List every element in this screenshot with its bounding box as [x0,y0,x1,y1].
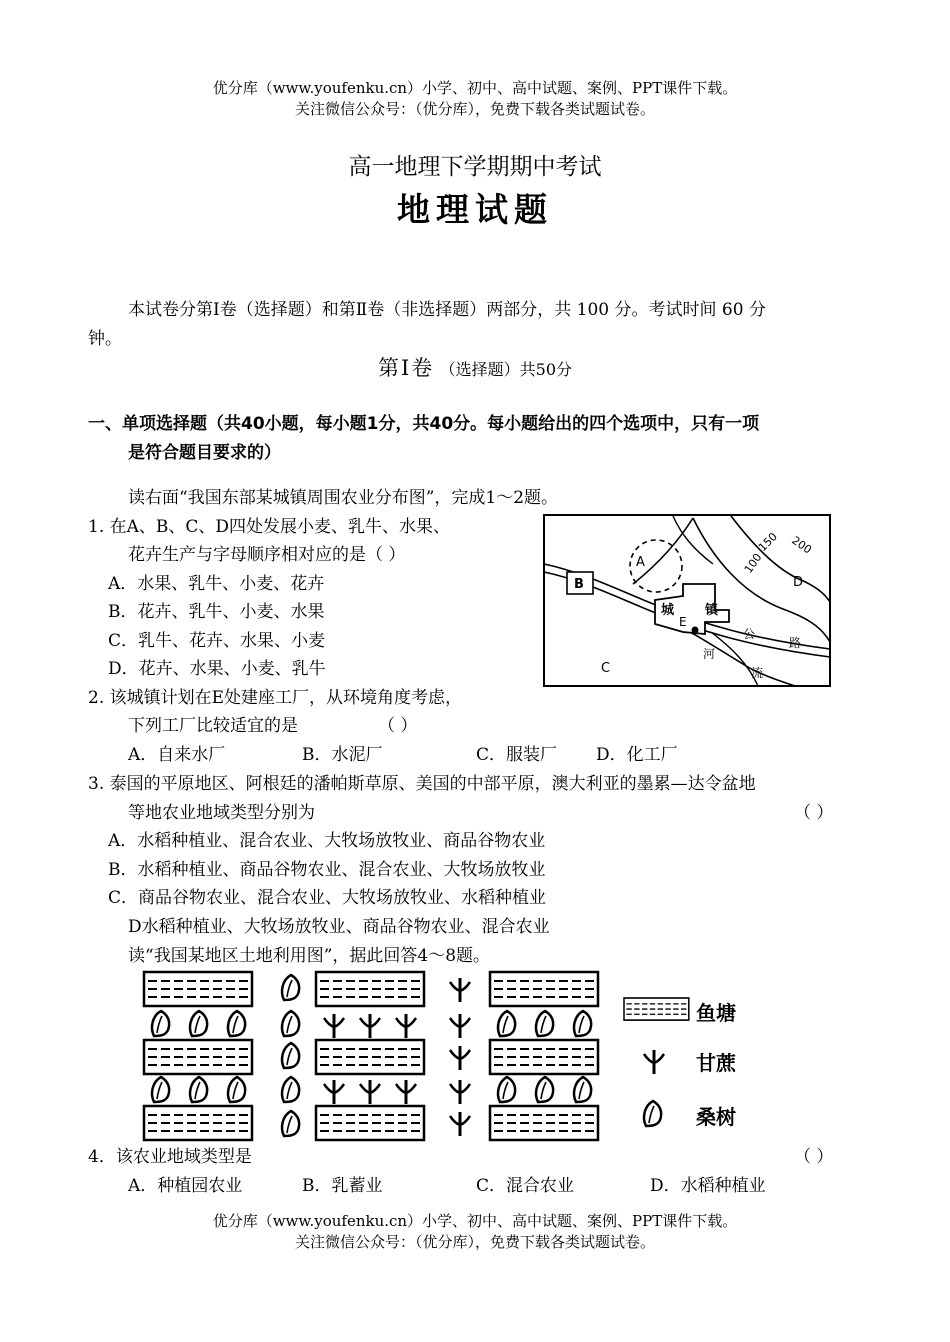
q1-option-c: C．乳牛、花卉、水果、小麦 [108,631,326,651]
sugarcane-2 [360,1014,380,1038]
legend-fishpond-label: 鱼塘 [696,1001,736,1025]
q2-option-a: A．自来水厂 [128,745,226,765]
mulberry-15 [498,1077,515,1102]
header-line-2: 关注微信公众号：（优分库），免费下载各类试题试卷。 [294,100,655,118]
map-river-char-1: 河 [703,647,716,661]
q3-option-c: C．商品谷物农业、混合农业、大牧场放牧业、水稻种植业 [108,888,547,908]
legend-sugarcane-icon [644,1050,664,1074]
fishpond-3-2 [316,1106,424,1140]
fishpond-3-1 [144,1106,252,1140]
q1-option-a: A．水果、乳牛、小麦、花卉 [108,574,325,594]
mulberry-10 [282,1077,299,1102]
mulberry-17 [574,1077,591,1102]
sugarcane-10 [450,1080,470,1104]
map-river-char-2: 流 [751,666,764,680]
header-line-1: 优分库（www.youfenku.cn）小学、初中、高中试题、案例、PPT课件下载。 [212,79,738,97]
q1-stem-2: 花卉生产与字母顺序相对应的是（ ） [128,545,406,565]
sugarcane-4 [324,1080,344,1104]
map-road-char-1: 公 [743,627,756,641]
mulberry-5 [190,1077,207,1102]
q3-option-d: D水稻种植业、大牧场放牧业、商品谷物农业、混合农业 [128,917,550,937]
q3-option-a: A．水稻种植业、混合农业、大牧场放牧业、商品谷物农业 [108,831,546,851]
intro-line-2: 钟。 [88,329,122,349]
q2-answer-paren: （ ） [378,716,418,736]
q2-option-c: C．服装厂 [476,745,558,765]
mulberry-3 [228,1011,245,1036]
map-label-e: E [679,615,687,629]
intro-line-1: 本试卷分第Ⅰ卷（选择题）和第Ⅱ卷（非选择题）两部分，共 100 分。考试时间 60 分 [128,300,766,320]
q2-option-b: B．水泥厂 [302,745,383,765]
mulberry-9 [282,1043,299,1068]
q4-option-b: B．乳蓄业 [302,1176,383,1196]
map-label-c: C [601,661,611,676]
mulberry-8 [282,1011,299,1036]
map-road-char-2: 路 [789,636,802,650]
q4-answer-paren: （ ） [794,1147,834,1167]
q3-stem-1: 3. 泰国的平原地区、阿根廷的潘帕斯草原、美国的中部平原，澳大利亚的墨累—达令盆地 [88,774,756,794]
map-label-d: D [793,575,804,590]
q2-option-d: D．化工厂 [596,745,678,765]
sugarcane-6 [396,1080,416,1104]
mulberry-13 [536,1011,553,1036]
exam-title: 地理试题 [397,190,553,229]
town-agriculture-map [543,514,831,687]
legend-mulberry-label: 桑树 [696,1105,736,1129]
fishpond-2-1 [144,1040,252,1074]
mulberry-14 [574,1011,591,1036]
mulberry-12 [498,1011,515,1036]
q1-option-d: D．花卉、水果、小麦、乳牛 [108,659,326,679]
section1-line-2: 是符合题目要求的） [128,443,281,463]
mulberry-11 [282,1111,299,1136]
mulberry-1 [152,1011,169,1036]
q4-stem: 4．该农业地域类型是 [88,1147,252,1167]
q2-stem-2: 下列工厂比较适宜的是 [128,716,298,736]
sugarcane-7 [450,978,470,1002]
read-prompt-1: 读右面“我国东部某城镇周围农业分布图”，完成1～2题。 [128,488,559,508]
footer-line-2: 关注微信公众号：（优分库），免费下载各类试题试卷。 [294,1233,655,1251]
sugarcane-11 [450,1112,470,1136]
mulberry-2 [190,1011,207,1036]
map-contour-150: 150 [755,530,780,555]
q4-option-d: D．水稻种植业 [650,1176,766,1196]
part1-title: 第Ⅰ卷 [377,356,435,380]
map-label-a: A [636,555,645,570]
map-town-char-2: 镇 [705,603,719,618]
mulberry-16 [536,1077,553,1102]
mulberry-7 [282,975,299,1000]
fishpond-3-3 [490,1106,598,1140]
q3-answer-paren: （ ） [794,803,834,823]
fishpond-1-3 [490,972,598,1006]
q2-stem-1: 2. 该城镇计划在E处建座工厂，从环境角度考虑， [88,688,463,708]
q3-option-b: B．水稻种植业、商品谷物农业、混合农业、大牧场放牧业 [108,860,546,880]
sugarcane-9 [450,1046,470,1070]
q4-option-a: A．种植园农业 [128,1176,243,1196]
footer-line-1: 优分库（www.youfenku.cn）小学、初中、高中试题、案例、PPT课件下载。 [212,1212,738,1230]
map-contour-100: 100 [741,551,765,576]
read-prompt-2: 读“我国某地区土地利用图”，据此回答4～8题。 [128,946,491,966]
q1-stem-1: 1. 在A、B、C、D四处发展小麦、乳牛、水果、 [88,517,451,537]
sugarcane-8 [450,1014,470,1038]
fishpond-1-2 [316,972,424,1006]
sugarcane-5 [360,1080,380,1104]
legend-mulberry-icon [644,1101,661,1126]
mulberry-4 [152,1077,169,1102]
mulberry-6 [228,1077,245,1102]
fishpond-2-3 [490,1040,598,1074]
fishpond-1-1 [144,972,252,1006]
map-town-char-1: 城 [661,603,675,618]
land-use-figure [140,968,780,1144]
part1-heading [0,352,950,382]
map-contour-200: 200 [789,533,814,557]
section1-line-1: 一、单项选择题（共40小题，每小题1分，共40分。每小题给出的四个选项中，只有一项 [88,414,760,434]
fishpond-2-2 [316,1040,424,1074]
q3-stem-2: 等地农业地域类型分别为 [128,803,315,823]
sugarcane-1 [324,1014,344,1038]
q4-option-c: C．混合农业 [476,1176,575,1196]
map-label-b: B [574,577,584,592]
exam-subtitle: 高一地理下学期期中考试 [348,154,602,180]
q1-option-b: B．花卉、乳牛、小麦、水果 [108,602,325,622]
legend-sugarcane-label: 甘蔗 [696,1051,736,1075]
part1-note: （选择题）共50分 [439,360,573,379]
point-e-dot [692,627,699,634]
legend-fishpond-icon [624,998,689,1020]
sugarcane-3 [396,1014,416,1038]
